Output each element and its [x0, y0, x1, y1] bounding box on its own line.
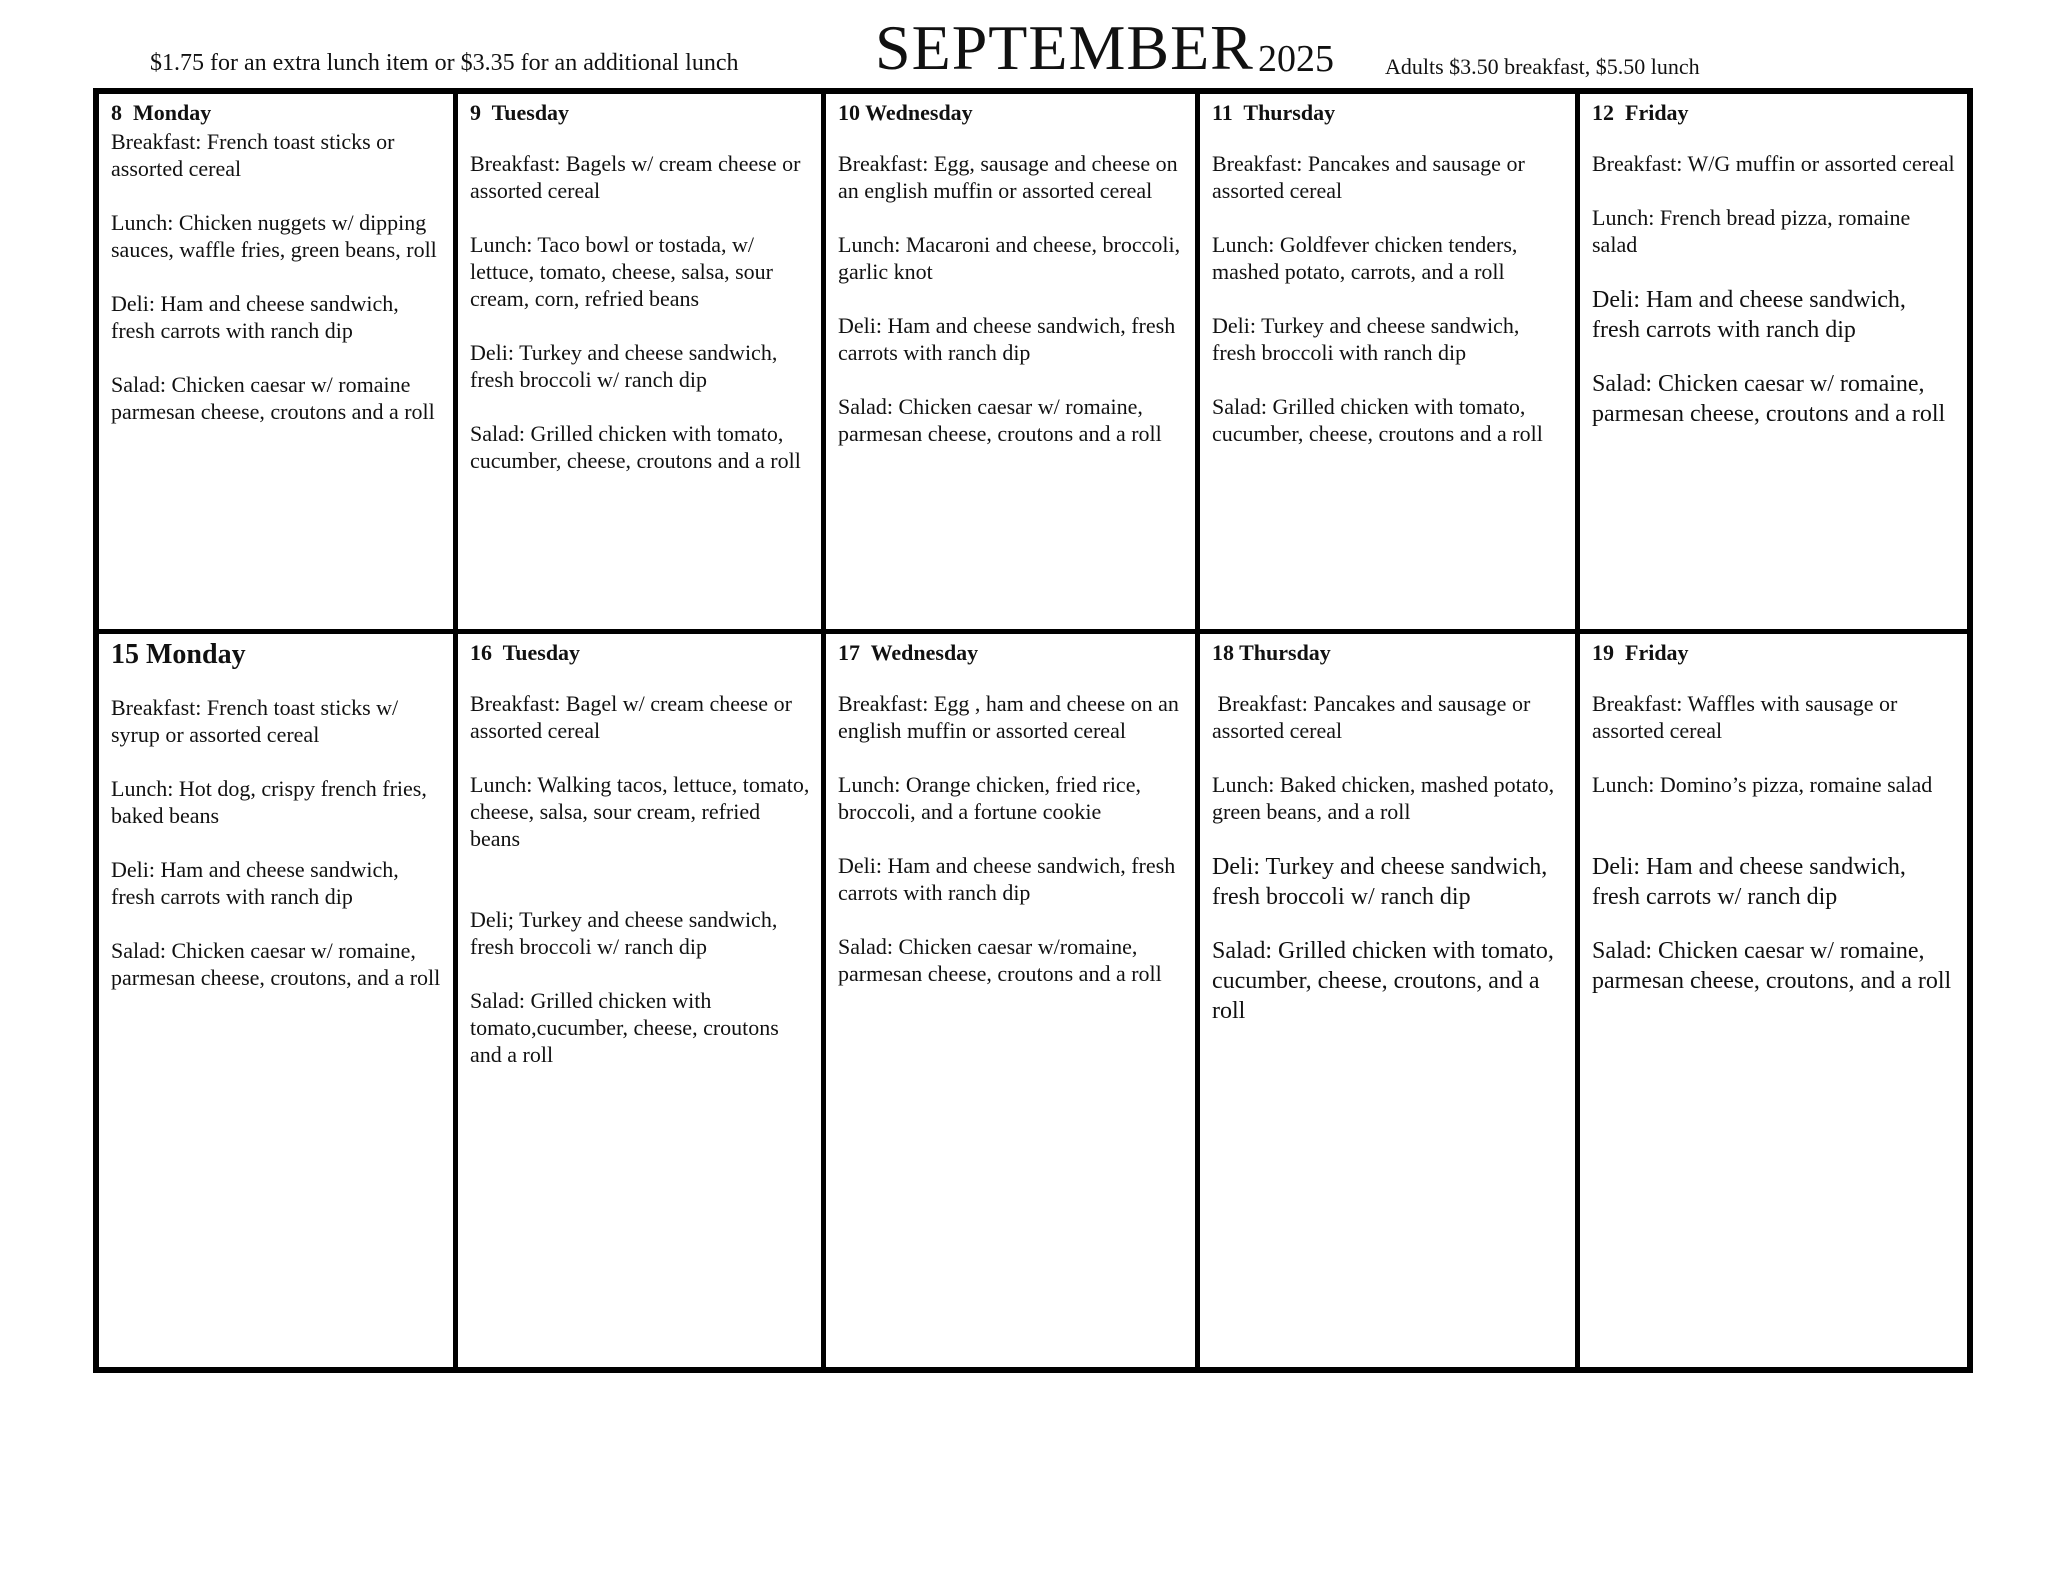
- deli-item: Deli: Ham and cheese sandwich, fresh carrots with ranch dip: [1592, 287, 1906, 343]
- salad-item: Salad: Grilled chicken with tomato, cucumber, cheese, croutons, and a roll: [1212, 938, 1554, 1024]
- day-heading: 15 Monday: [111, 639, 246, 670]
- day-cell-9-tuesday: [458, 94, 826, 634]
- salad-item: Salad: Chicken caesar w/ romaine, parmesan cheese, croutons, and a roll: [1592, 938, 1952, 994]
- breakfast-item: Breakfast: French toast sticks w/ syrup or assorted cereal: [111, 695, 399, 747]
- day-cell-10-wednesday: [826, 94, 1200, 634]
- day-heading: 12 Friday: [1592, 100, 1689, 125]
- salad-item: Salad: Grilled chicken with tomato, cucumber, cheese, croutons and a roll: [1212, 394, 1543, 446]
- day-heading: 19 Friday: [1592, 640, 1689, 665]
- day-cell-19-friday: [1580, 634, 1967, 1367]
- deli-item: Deli: Ham and cheese sandwich, fresh carrots with ranch dip: [111, 291, 399, 343]
- deli-item: Deli: Ham and cheese sandwich, fresh carrots with ranch dip: [838, 853, 1176, 905]
- lunch-item: Lunch: Macaroni and cheese, broccoli, garlic knot: [838, 232, 1181, 284]
- lunch-item: Lunch: Chicken nuggets w/ dipping sauces, waffle fries, green beans, roll: [111, 210, 437, 262]
- breakfast-item: Breakfast: Egg, sausage and cheese on an english muffin or assorted cereal: [838, 151, 1178, 203]
- day-heading: 16 Tuesday: [470, 640, 581, 665]
- lunch-item: Lunch: Domino’s pizza, romaine salad: [1592, 772, 1933, 797]
- extra-lunch-price-note: $1.75 for an extra lunch item or $3.35 for an additional lunch: [150, 50, 739, 76]
- day-heading: 17 Wednesday: [838, 640, 979, 665]
- salad-item: Salad: Grilled chicken with tomato, cucumber, cheese, croutons and a roll: [470, 421, 801, 473]
- lunch-item: Lunch: Goldfever chicken tenders, mashed potato, carrots, and a roll: [1212, 232, 1518, 284]
- day-heading: 18 Thursday: [1212, 640, 1331, 665]
- breakfast-item: Breakfast: Egg , ham and cheese on an english muffin or assorted cereal: [838, 691, 1179, 743]
- salad-item: Salad: Chicken caesar w/ romaine, parmesan cheese, croutons and a roll: [838, 394, 1162, 446]
- page-header: [0, 0, 2048, 90]
- day-cell-16-tuesday: [458, 634, 826, 1367]
- day-cell-8-monday: [99, 94, 458, 634]
- day-cell-15-monday: [99, 634, 458, 1367]
- lunch-item: Lunch: Orange chicken, fried rice, broccoli, and a fortune cookie: [838, 772, 1141, 824]
- month-title: SEPTEMBER: [875, 12, 1254, 83]
- lunch-item: Lunch: Taco bowl or tostada, w/ lettuce, tomato, cheese, salsa, sour cream, corn, refried beans: [470, 232, 774, 311]
- breakfast-item: Breakfast: Waffles with sausage or assorted cereal: [1592, 691, 1898, 743]
- salad-item: Salad: Chicken caesar w/romaine, parmesan cheese, croutons and a roll: [838, 934, 1162, 986]
- menu-calendar: [93, 88, 1973, 1373]
- deli-item: Deli: Turkey and cheese sandwich, fresh broccoli with ranch dip: [1212, 313, 1520, 365]
- lunch-item: Lunch: Walking tacos, lettuce, tomato, cheese, salsa, sour cream, refried beans: [470, 772, 810, 851]
- deli-item: Deli: Turkey and cheese sandwich, fresh broccoli w/ ranch dip: [1212, 854, 1548, 910]
- day-cell-11-thursday: [1200, 94, 1580, 634]
- day-cell-17-wednesday: [826, 634, 1200, 1367]
- deli-item: Deli; Turkey and cheese sandwich, fresh broccoli w/ ranch dip: [470, 907, 778, 959]
- breakfast-item: Breakfast: W/G muffin or assorted cereal: [1592, 151, 1955, 176]
- breakfast-item: Breakfast: French toast sticks or assorted cereal: [111, 129, 395, 181]
- salad-item: Salad: Chicken caesar w/ romaine, parmesan cheese, croutons and a roll: [1592, 371, 1946, 427]
- breakfast-item: Breakfast: Bagels w/ cream cheese or assorted cereal: [470, 151, 801, 203]
- deli-item: Deli: Ham and cheese sandwich, fresh carrots with ranch dip: [111, 857, 399, 909]
- deli-item: Deli: Turkey and cheese sandwich, fresh broccoli w/ ranch dip: [470, 340, 778, 392]
- day-cell-12-friday: [1580, 94, 1967, 634]
- day-heading: 8 Monday: [111, 100, 212, 125]
- adult-price-note: Adults $3.50 breakfast, $5.50 lunch: [1385, 54, 1700, 79]
- day-heading: 9 Tuesday: [470, 100, 570, 125]
- breakfast-item: Breakfast: Bagel w/ cream cheese or assorted cereal: [470, 691, 792, 743]
- deli-item: Deli: Ham and cheese sandwich, fresh carrots w/ ranch dip: [1592, 854, 1906, 910]
- deli-item: Deli: Ham and cheese sandwich, fresh carrots with ranch dip: [838, 313, 1176, 365]
- salad-item: Salad: Grilled chicken with tomato,cucumber, cheese, croutons and a roll: [470, 988, 779, 1067]
- lunch-item: Lunch: Hot dog, crispy french fries, baked beans: [111, 776, 427, 828]
- salad-item: Salad: Chicken caesar w/ romaine, parmesan cheese, croutons, and a roll: [111, 938, 441, 990]
- lunch-item: Lunch: Baked chicken, mashed potato, green beans, and a roll: [1212, 772, 1555, 824]
- day-heading: 10 Wednesday: [838, 100, 973, 125]
- year-label: 2025: [1258, 38, 1334, 80]
- day-cell-18-thursday: [1200, 634, 1580, 1367]
- breakfast-item: Breakfast: Pancakes and sausage or assorted cereal: [1212, 151, 1525, 203]
- breakfast-item: Breakfast: Pancakes and sausage or assorted cereal: [1212, 691, 1536, 743]
- salad-item: Salad: Chicken caesar w/ romaine parmesan cheese, croutons and a roll: [111, 372, 435, 424]
- lunch-item: Lunch: French bread pizza, romaine salad: [1592, 205, 1911, 257]
- day-heading: 11 Thursday: [1212, 100, 1336, 125]
